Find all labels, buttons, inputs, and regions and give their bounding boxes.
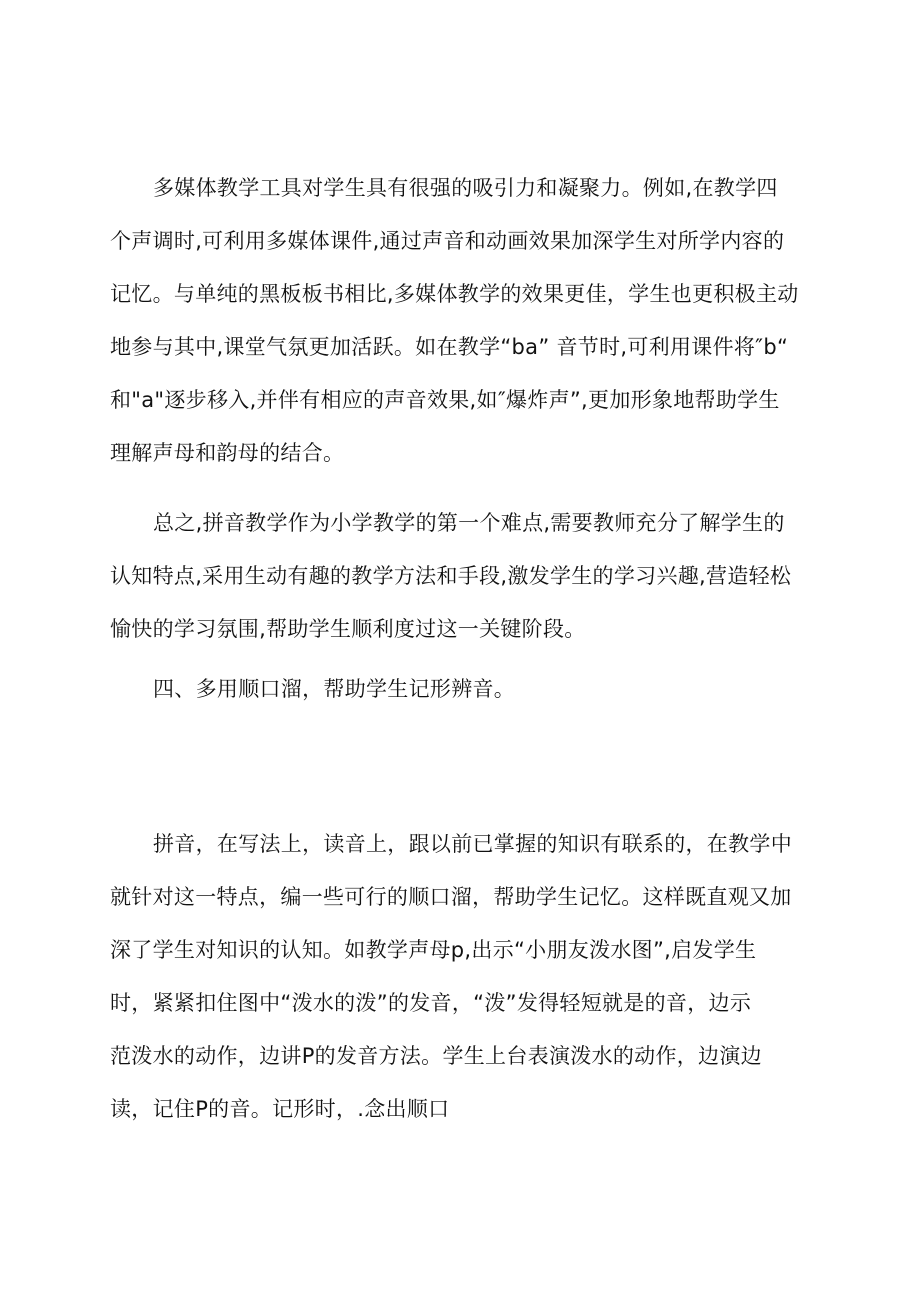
text-line: 范泼水的动作，边讲P的发音方法。学生上台表演泼水的动作，边演边 <box>110 1044 762 1068</box>
text-line: 地参与其中,课堂气氛更加活跃。如在教学“ba” 音节时,可利用课件将″b“ <box>110 335 789 359</box>
text-line: 认知特点,采用生动有趣的教学方法和手段,激发学生的学习兴趣,营造轻松 <box>110 564 792 588</box>
text-line: 记忆。与单纯的黑板板书相比,多媒体教学的效果更佳，学生也更积极主动 <box>110 282 799 306</box>
paragraph-multimedia <box>110 162 830 480</box>
section-heading <box>110 663 830 716</box>
text-line: 深了学生对知识的认知。如教学声母p,出示“小朋友泼水图”,启发学生 <box>110 938 757 962</box>
heading-line: 四、多用顺口溜，帮助学生记形辨音。 <box>153 677 516 701</box>
paragraph-summary <box>110 497 830 656</box>
text-line: 和"a"逐步移入,并伴有相应的声音效果,如″爆炸声”,更加形象地帮助学生 <box>110 388 780 412</box>
text-line: 拼音，在写法上，读音上，跟以前已掌握的知识有联系的，在教学中 <box>153 832 792 856</box>
text-line: 个声调时,可利用多媒体课件,通过声音和动画效果加深学生对所学内容的 <box>110 229 785 253</box>
paragraph-rhymes <box>110 818 830 1136</box>
text-line: 理解声母和韵母的结合。 <box>110 441 345 465</box>
text-line: 总之,拼音教学作为小学教学的第一个难点,需要教师充分了解学生的 <box>153 511 785 535</box>
text-line: 多媒体教学工具对学生具有很强的吸引力和凝聚力。例如,在教学四 <box>153 176 778 200</box>
text-line: 时，紧紧扣住图中“泼水的泼”的发音，“泼”发得轻短就是的音，边示 <box>110 991 752 1015</box>
text-line: 愉快的学习氛围,帮助学生顺利度过这一关键阶段。 <box>110 617 586 641</box>
text-line: 就针对这一特点，编一些可行的顺口溜，帮助学生记忆。这样既直观又加 <box>110 885 792 909</box>
text-line: 读，记住P的音。记形时，.念出顺口 <box>110 1097 450 1121</box>
